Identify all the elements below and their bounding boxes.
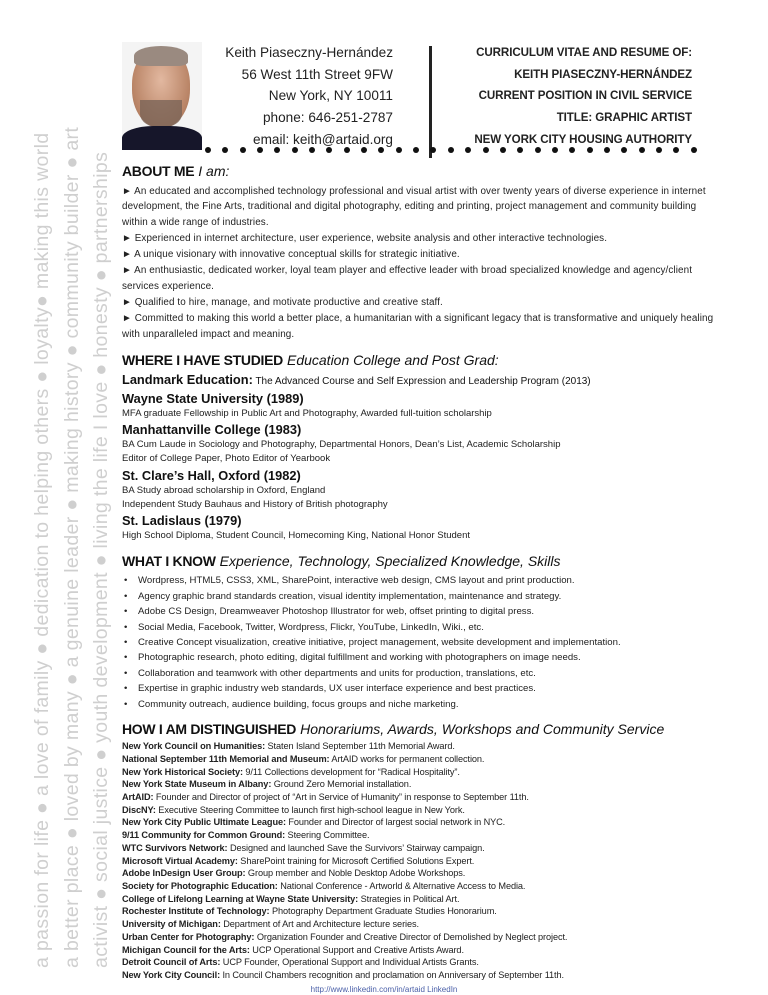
school-landmark: Landmark Education: The Advanced Course and Self Expression and Leadership Program (2013)	[122, 371, 591, 387]
motto-line: a passion for life ● a love of family ● dedication to helping others ● loyalty● making this world	[31, 132, 53, 968]
dot-icon	[222, 147, 228, 153]
distinction-org: Society for Photographic Education:	[122, 881, 278, 891]
dot-icon	[691, 147, 697, 153]
distinction-org: New York City Council:	[122, 969, 221, 980]
dot-icon	[639, 147, 645, 153]
about-section	[122, 162, 717, 342]
section-heading: WHAT I KNOW Experience, Technology, Specialized Knowledge, Skills	[122, 553, 561, 570]
distinction-text: ArtAID works for permanent collection.	[329, 753, 485, 764]
dot-icon	[309, 147, 315, 153]
school-name: Wayne State University (1989)	[122, 390, 304, 406]
distinction-org: New York City Public Ultimate League:	[122, 817, 286, 828]
motto-line: activist ● social justice ● youth development ● living the life I love ● honesty ● partnerships	[90, 151, 112, 968]
distinction-text: National Conference - Artworld & Alternative Access to Media.	[277, 881, 526, 891]
distinction-item	[122, 893, 717, 906]
profile-photo	[122, 42, 202, 150]
dot-icon	[344, 147, 350, 153]
skill-item: • Adobe CS Design, Dreamweaver Photoshop Illustrator for web, offset printing to digital press.	[122, 604, 717, 619]
linkedin-link[interactable]: http://www.linkedin.com/in/artaid LinkedIn	[310, 984, 458, 994]
distinction-item	[122, 855, 717, 868]
distinction-text: In Council Chambers recognition and proclamation on Anniversary of September 11th.	[220, 969, 564, 980]
distinction-org: Microsoft Virtual Academy:	[122, 855, 238, 866]
contact-city: New York, NY 10011	[268, 88, 393, 104]
distinction-org: Urban Center for Photography:	[122, 931, 255, 942]
dot-icon	[569, 147, 575, 153]
about-item: ► Qualified to hire, manage, and motivate productive and creative staff.	[122, 297, 443, 309]
distinction-text: Organization Founder and Creative Director of Demolished by Neglect project.	[254, 931, 568, 942]
school-detail: Editor of College Paper, Photo Editor of Yearbook	[122, 453, 331, 465]
distinction-org: New York State Museum in Albany:	[122, 779, 272, 790]
contact-phone: phone: 646-251-2787	[262, 110, 393, 126]
distinction-org: Rochester Institute of Technology:	[122, 906, 270, 917]
section-heading: HOW I AM DISTINGUISHED Honorariums, Awards, Workshops and Community Service	[122, 721, 665, 738]
about-item: ► An educated and accomplished technology professional and visual artist with over twenty years of diverse experience in internet development, the Fine Arts, traditional and digital photography, editing and printing, project management and community building within a wide range of industries.	[122, 186, 706, 228]
dot-icon	[292, 147, 298, 153]
about-item: ► Committed to making this world a better place, a humanitarian with a significant legacy that is transformative and uniquely healing with unparalleled impact and meaning.	[122, 313, 714, 340]
distinction-text: Steering Committee.	[285, 830, 370, 841]
dot-icon	[552, 147, 558, 153]
vertical-divider	[429, 46, 432, 158]
contact-name: Keith Piaseczny-Hernández	[225, 45, 393, 60]
dot-icon	[274, 147, 280, 153]
distinction-org: WTC Survivors Network:	[122, 842, 228, 853]
distinction-item	[122, 918, 717, 931]
distinction-org: College of Lifelong Learning at Wayne State University:	[122, 893, 359, 904]
distinction-org: Adobe InDesign User Group:	[122, 868, 246, 879]
distinction-text: Staten Island September 11th Memorial Award.	[265, 741, 455, 752]
distinction-text: Photography Department Graduate Studies Honorarium.	[269, 906, 497, 917]
distinction-item	[122, 766, 717, 779]
dot-icon	[500, 147, 506, 153]
dot-icon	[413, 147, 419, 153]
distinction-item	[122, 791, 717, 804]
dot-icon	[361, 147, 367, 153]
cv-line: CURRICULUM VITAE AND RESUME OF:	[476, 46, 692, 59]
dot-icon	[673, 147, 679, 153]
distinction-text: Group member and Noble Desktop Adobe Workshops.	[245, 868, 466, 879]
distinction-org: National September 11th Memorial and Museum:	[122, 753, 330, 764]
contact-address: 56 West 11th Street 9FW	[241, 66, 393, 82]
distinction-item	[122, 753, 717, 766]
distinction-text: Founder and Director of largest social network in NYC.	[285, 817, 506, 828]
skills-section	[122, 552, 717, 712]
distinction-text: SharePoint training for Microsoft Certified Solutions Expert.	[237, 855, 475, 866]
distinction-org: 9/11 Community for Common Ground:	[122, 830, 286, 841]
distinction-item	[122, 969, 717, 982]
distinction-item	[122, 880, 717, 893]
dot-icon	[621, 147, 627, 153]
dot-icon	[587, 147, 593, 153]
distinction-text: UCP Founder, Operational Support and Individual Artists Grants.	[220, 957, 479, 968]
distinction-item	[122, 829, 717, 842]
distinction-item	[122, 816, 717, 829]
distinction-item	[122, 931, 717, 944]
distinction-text: Executive Steering Committee to launch first high-school league in New York.	[155, 804, 465, 815]
dot-icon	[465, 147, 471, 153]
distinction-org: ArtAID:	[122, 792, 154, 803]
distinction-item	[122, 778, 717, 791]
cv-line: NEW YORK CITY HOUSING AUTHORITY	[474, 132, 692, 146]
distinguished-section	[122, 720, 717, 981]
dot-icon	[604, 147, 610, 153]
distinction-text: Ground Zero Memorial installation.	[271, 779, 412, 790]
cv-header	[440, 42, 692, 151]
dot-icon	[396, 147, 402, 153]
skill-item: • Photographic research, photo editing, digital fulfillment and working with photographers on image needs.	[122, 650, 717, 665]
section-heading: WHERE I HAVE STUDIED Education College and Post Grad:	[122, 351, 499, 368]
dot-icon	[326, 147, 332, 153]
distinction-text: Department of Art and Architecture lecture series.	[220, 919, 419, 930]
distinction-text: Founder and Director of project of “Art in Service of Humanity” in response to September 11th.	[153, 792, 529, 803]
dot-icon	[257, 147, 263, 153]
studied-section	[122, 351, 717, 543]
distinction-item	[122, 944, 717, 957]
motto-line: a better place ● loved by many ● a genuine leader ● making history ● community builder ● art	[60, 126, 83, 968]
school-name: Manhattanville College (1983)	[122, 422, 302, 438]
distinction-item	[122, 956, 717, 969]
dot-icon	[378, 147, 384, 153]
skill-item: • Collaboration and teamwork with other departments and units for production, translations, etc.	[122, 666, 717, 681]
contact-block	[205, 42, 393, 151]
skill-item: • Agency graphic brand standards creation, visual identity implementation, maintenance and strategy.	[122, 589, 717, 604]
dot-icon	[483, 147, 489, 153]
distinction-text: UCP Operational Support and Creative Artists Award.	[249, 944, 464, 955]
about-item: ► An enthusiastic, dedicated worker, loyal team player and effective leader with broad specialized knowledge and agency/client services experience.	[122, 265, 693, 292]
school-detail: MFA graduate Fellowship in Public Art and Photography, Awarded full-tuition scholarship	[122, 407, 492, 419]
skill-item: • Creative Concept visualization, creative initiative, project management, website development and implementation.	[122, 635, 717, 650]
section-heading: ABOUT ME I am:	[122, 163, 230, 179]
vertical-mottos	[28, 0, 117, 968]
distinction-org: New York Council on Humanities:	[122, 741, 266, 752]
dot-icon	[430, 147, 436, 153]
distinction-org: DiscNY:	[122, 804, 156, 815]
distinction-org: University of Michigan:	[122, 919, 221, 930]
distinction-item	[122, 905, 717, 918]
distinction-item	[122, 842, 717, 855]
dot-icon	[240, 147, 246, 153]
skill-item: • Expertise in graphic industry web standards, UX user interface experience and best practices.	[122, 681, 717, 696]
dot-icon	[535, 147, 541, 153]
contact-email: email: keith@artaid.org	[253, 131, 393, 147]
dot-icon	[517, 147, 523, 153]
distinction-org: New York Historical Society:	[122, 766, 243, 777]
distinction-item	[122, 804, 717, 817]
dot-icon	[448, 147, 454, 153]
dot-icon	[205, 147, 211, 153]
school-name: St. Clare’s Hall, Oxford (1982)	[122, 467, 301, 483]
distinction-org: Michigan Council for the Arts:	[122, 944, 250, 955]
distinction-text: 9/11 Collections development for “Radical Hospitality”.	[242, 766, 460, 777]
school-name: St. Ladislaus (1979)	[122, 512, 242, 528]
school-detail: BA Study abroad scholarship in Oxford, England	[122, 484, 326, 496]
cv-line: TITLE: GRAPHIC ARTIST	[556, 111, 692, 125]
skill-item: • Social Media, Facebook, Twitter, Wordpress, Flickr, YouTube, LinkedIn, Wiki., etc.	[122, 620, 717, 635]
distinction-org: Detroit Council of Arts:	[122, 957, 221, 968]
distinction-text: Strategies in Political Art.	[358, 893, 460, 904]
school-detail: High School Diploma, Student Council, Homecoming King, National Honor Student	[122, 529, 470, 541]
skill-item: • Wordpress, HTML5, CSS3, XML, SharePoint, interactive web design, CMS layout and print production.	[122, 573, 717, 588]
distinction-item	[122, 867, 717, 880]
cv-line: CURRENT POSITION IN CIVIL SERVICE	[478, 89, 692, 103]
distinction-text: Designed and launched Save the Survivors’ Stairway campaign.	[227, 842, 485, 853]
about-item: ► Experienced in internet architecture, user experience, website analysis and other interactive technologies.	[122, 232, 608, 244]
skill-item: • Community outreach, audience building, focus groups and niche marketing.	[122, 697, 717, 712]
dot-icon	[656, 147, 662, 153]
school-detail: BA Cum Laude in Sociology and Photography, Departmental Honors, Dean’s List, Academic Scholarship	[122, 439, 561, 451]
cv-line: KEITH PIASECZNY-HERNÁNDEZ	[514, 67, 692, 81]
school-detail: Independent Study Bauhaus and History of British photography	[122, 498, 388, 510]
about-item: ► A unique visionary with innovative conceptual skills for strategic initiative.	[122, 249, 460, 261]
distinction-item	[122, 740, 717, 753]
dotted-divider	[205, 147, 697, 153]
